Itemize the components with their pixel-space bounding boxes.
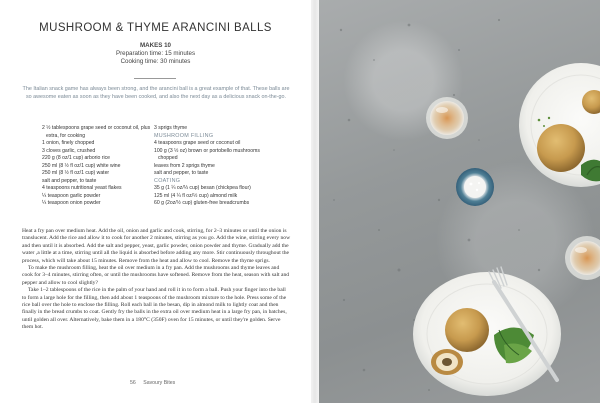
arancini-ball-bottom <box>445 308 489 352</box>
ingredient-item: 3 cloves garlic, crushed <box>42 147 96 154</box>
method-step: To make the mushroom filling, heat the oil over medium in a fry pan. Add the mushrooms and thyme leaves and cook for 3–4 minutes, stirring often, or until the mushrooms have softened. Remove from the heat, season with salt and pepper and allow to cool slightly? <box>22 265 290 286</box>
bottom-plate <box>413 272 561 396</box>
ingredient-item: 100 g (3 ½ oz) brown or portobello mushrooms chopped <box>154 147 260 161</box>
ingredient-item: 1 onion, finely chopped <box>42 140 95 146</box>
coating-heading: COATING <box>154 177 181 184</box>
ingredient-item: salt and pepper, to taste <box>42 177 97 184</box>
arancini-ball-top <box>537 124 585 172</box>
section-name: Savoury Bites <box>143 380 176 386</box>
recipe-method <box>22 228 291 332</box>
ingredient-item: 125 ml (4 ¼ fl oz/½ cup) almond milk <box>154 192 238 199</box>
salt-bowl <box>456 168 494 206</box>
ingredients-main <box>42 125 154 208</box>
drink-glass-bottom <box>565 236 600 280</box>
method-step: Take 1–2 tablespoons of the rice in the palm of your hand and roll it in to form a ball. Push your finger into the ball to form a large hole for the filling, then add about 1 teaspoons of the mushroom mixture to the hole. Press some of the rice ball over the hole to enclose the filling. Roll each ball in the besan, dip in almond milk to lightly coat and then finally in the bread crumbs to coat. Gently fry the balls in the extra oil over medium heat in a large fry pan, in batches, until golden all over. Alternatively, bake them in a 180°C (350F) oven for 15 minutes, or until they're golden. Serve them hot. <box>22 287 287 331</box>
ingredient-item: 4 teaspoons nutritional yeast flakes <box>42 185 122 191</box>
page-footer <box>130 380 175 386</box>
recipe-times <box>0 50 311 66</box>
photo-page <box>319 0 600 403</box>
recipe-yield: MAKES 10 <box>140 42 171 49</box>
ingredient-item: 60 g (2oz/½ cup) gluten-free breadcrumbs <box>154 200 250 206</box>
ingredients-secondary <box>154 125 272 208</box>
recipe-intro: The Italian snack game has always been strong, and the arancini ball is a great example of that. These balls are so awesome eaten as soon as they have been cooked, and also the next day as a delicious snack on-the-go. <box>22 86 290 100</box>
method-step: Heat a fry pan over medium heat. Add the oil, onion and garlic and cook, stirring, for 2–3 minutes or until the onion is translucent. Add the rice and allow it to cook for another 2 minutes, stirring as you go. Add the wine, stirring every now and then until it is absorbed. Add the salt and pepper, yeast, garlic powder, onion powder and thyme. Gradually add the water ,a little at a time, stirring until all the liquid is absorbed before adding any more. Stir continuously throughout the process, which will take about 15 minutes. Remove from the heat and allow to cool. Remove the thyme sprigs. <box>22 228 291 264</box>
prep-time: Preparation time: 15 minutes <box>115 50 196 57</box>
ingredient-item: 250 ml (8 ½ fl oz/1 cup) water <box>42 170 110 176</box>
ingredient-item: 3 sprigs thyme <box>154 125 188 131</box>
ingredient-item: 220 g (8 oz/1 cup) arborio rice <box>42 155 110 161</box>
ingredient-item: 35 g (1 ¼ oz/⅓ cup) besan (chickpea flour) <box>154 185 251 191</box>
cook-time: Cooking time: 30 minutes <box>120 57 191 65</box>
food-photo <box>319 0 600 403</box>
ingredient-item: ¼ teaspoon onion powder <box>42 200 101 206</box>
ingredient-item: ¼ teaspoon garlic powder <box>42 192 101 199</box>
book-gutter <box>311 0 319 403</box>
drink-glass-top <box>426 97 468 139</box>
top-plate <box>519 63 600 187</box>
arancini-cut-half <box>431 349 463 375</box>
ingredient-item: 250 ml (8 ½ fl oz/1 cup) white wine <box>42 162 121 169</box>
ingredient-item: 2 ½ tablespoons grape seed or coconut oil, plus extra, for cooking <box>42 125 151 139</box>
ingredient-item: leaves from 2 sprigs thyme <box>154 162 215 169</box>
ingredient-item: 4 teaspoons grape seed or coconut oil <box>154 140 241 146</box>
ingredient-item: salt and pepper, to taste <box>154 170 209 176</box>
page-number: 56 <box>130 380 136 386</box>
recipe-title: MUSHROOM & THYME ARANCINI BALLS <box>39 22 272 34</box>
filling-heading: MUSHROOM FILLING <box>154 132 214 139</box>
title-divider <box>134 78 176 79</box>
